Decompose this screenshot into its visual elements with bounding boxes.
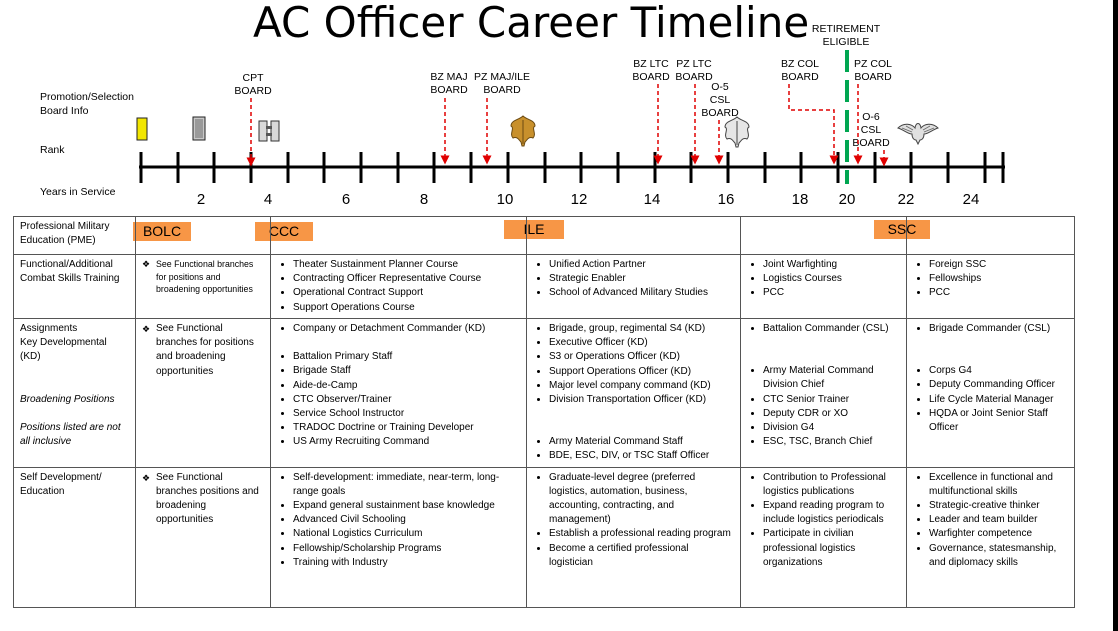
year-label: 12 — [570, 191, 588, 208]
list-item: • Logistics Courses — [763, 272, 900, 286]
pme-box-ccc: CCC — [255, 222, 313, 241]
broadening-positions-label: Broadening Positions — [20, 393, 115, 405]
list-item: • Division Transportation Officer (KD) — [549, 393, 734, 407]
list-item: • Contribution to Professional logistics publications — [763, 471, 900, 499]
o6-csl-board-label: BOARD — [852, 137, 890, 149]
list-item: ❖ See Functional branches for positions and broadening opportunities — [156, 322, 264, 379]
list-item: • Establish a professional reading program — [549, 527, 734, 541]
row-label-functional: Functional/Additional Combat Skills Training — [14, 255, 136, 319]
assignments-label: Assignments — [20, 323, 78, 334]
list-item: • Life Cycle Material Manager — [929, 393, 1068, 407]
year-label: 8 — [419, 191, 429, 208]
list-item: • Foreign SSC — [929, 258, 1068, 272]
cpt-board-label: CPT — [242, 72, 264, 84]
bz-maj-board-label: BOARD — [430, 84, 468, 96]
pz-ltc-board-label: BOARD — [675, 71, 713, 83]
pz-col-board-label: PZ COL — [854, 58, 892, 70]
pme-box-bolc: BOLC — [133, 222, 191, 241]
list-item: • Company or Detachment Commander (KD) — [293, 322, 520, 336]
list-item: • CTC Observer/Trainer — [293, 393, 520, 407]
list-item: • PCC — [929, 286, 1068, 300]
year-label: 16 — [717, 191, 735, 208]
list-item: • Become a certified professional logistician — [549, 542, 734, 570]
o5-csl-board-label: O-5 — [711, 81, 729, 93]
list-item: • Battalion Primary Staff — [293, 350, 520, 364]
row-label-self-development: Self Development/ Education — [14, 467, 136, 607]
list-item: • National Logistics Curriculum — [293, 527, 520, 541]
year-label: 4 — [263, 191, 273, 208]
timeline-diagram — [0, 0, 1113, 216]
list-item: • Brigade Commander (CSL) — [929, 322, 1068, 336]
year-label: 24 — [962, 191, 980, 208]
list-item: • Division G4 — [763, 421, 900, 435]
list-item: • Graduate-level degree (preferred logistics, automation, business, accounting, contracting, and management) — [549, 471, 734, 528]
cpt-board-label: BOARD — [234, 85, 272, 97]
lieutenant-colonel-oak-leaf-icon — [725, 117, 749, 147]
pz-maj-board-label: PZ MAJ/ILE — [473, 71, 531, 83]
year-label: 14 — [643, 191, 661, 208]
list-item: • Advanced Civil Schooling — [293, 513, 520, 527]
year-label: 20 — [838, 191, 856, 208]
pz-maj-board-label: BOARD — [483, 84, 521, 96]
list-item: • Leader and team builder — [929, 513, 1068, 527]
bz-maj-board-label: BZ MAJ — [430, 71, 468, 83]
o5-csl-board-label: CSL — [709, 94, 731, 106]
year-label: 22 — [897, 191, 915, 208]
list-item: • HQDA or Joint Senior Staff Officer — [929, 407, 1068, 435]
rank-label: Rank — [40, 144, 65, 156]
list-item: • Corps G4 — [929, 364, 1068, 378]
bz-col-board-label: BZ COL — [781, 58, 819, 70]
list-item: • Expand reading program to include logistics periodicals — [763, 499, 900, 527]
list-item: • Major level company command (KD) — [549, 379, 734, 393]
list-item: • Expand general sustainment base knowledge — [293, 499, 520, 513]
list-item: • Army Material Command Staff — [549, 435, 734, 449]
year-label: 10 — [496, 191, 514, 208]
bz-col-board-label: BOARD — [781, 71, 819, 83]
year-label: 6 — [341, 191, 351, 208]
years-label: Years in Service — [40, 186, 116, 198]
retirement-eligible-label: ELIGIBLE — [822, 36, 870, 48]
list-item: • Executive Officer (KD) — [549, 336, 734, 350]
list-item: • Contracting Officer Representative Course — [293, 272, 520, 286]
list-item: • Theater Sustainment Planner Course — [293, 258, 520, 272]
captain-bars-icon — [259, 121, 279, 141]
list-item: • S3 or Operations Officer (KD) — [549, 350, 734, 364]
pme-box-ssc: SSC — [874, 220, 930, 239]
board-arrows — [251, 84, 884, 162]
list-item: • TRADOC Doctrine or Training Developer — [293, 421, 520, 435]
career-development-table — [13, 216, 1075, 608]
list-item: ❖ See Functional branches positions and broadening opportunities — [156, 471, 264, 528]
list-item: • CTC Senior Trainer — [763, 393, 900, 407]
pz-ltc-board-label: PZ LTC — [676, 58, 712, 70]
row-label-assignments — [14, 319, 136, 468]
retirement-eligible-label: RETIREMENT — [811, 23, 881, 35]
table-row-assignments — [14, 319, 1075, 468]
promotion-label-line1: Promotion/Selection — [40, 91, 134, 103]
table-row-self-development — [14, 467, 1075, 607]
list-item: • Operational Contract Support — [293, 286, 520, 300]
key-developmental-label: Key Developmental (KD) — [20, 337, 107, 363]
year-label: 18 — [791, 191, 809, 208]
colonel-eagle-icon — [898, 124, 938, 145]
list-item: • Brigade Staff — [293, 364, 520, 378]
list-item: • Strategic Enabler — [549, 272, 734, 286]
table-row-functional — [14, 255, 1075, 319]
list-item: • PCC — [763, 286, 900, 300]
second-lieutenant-bar-icon — [137, 118, 147, 140]
year-label: 2 — [196, 191, 206, 208]
row-label-pme: Professional Military Education (PME) — [14, 217, 136, 255]
list-item: • BDE, ESC, DIV, or TSC Staff Officer — [549, 449, 734, 463]
list-item: • Battalion Commander (CSL) — [763, 322, 900, 336]
list-item: • Service School Instructor — [293, 407, 520, 421]
list-item: • Strategic-creative thinker — [929, 499, 1068, 513]
list-item: • Deputy CDR or XO — [763, 407, 900, 421]
first-lieutenant-bar-icon — [193, 117, 205, 140]
list-item: • Excellence in functional and multifunctional skills — [929, 471, 1068, 499]
list-item: • US Army Recruiting Command — [293, 435, 520, 449]
bz-ltc-board-label: BOARD — [632, 71, 670, 83]
bz-ltc-board-label: BZ LTC — [633, 58, 669, 70]
list-item: • Joint Warfighting — [763, 258, 900, 272]
pz-col-board-label: BOARD — [854, 71, 892, 83]
page-title: AC Officer Career Timeline — [253, 0, 810, 47]
list-item: • School of Advanced Military Studies — [549, 286, 734, 300]
o5-csl-board-label: BOARD — [701, 107, 739, 119]
list-item: • Support Operations Officer (KD) — [549, 365, 734, 379]
list-item: • Participate in civilian professional logistics organizations — [763, 527, 900, 570]
promotion-label-line2: Board Info — [40, 105, 89, 117]
list-item: • Aide-de-Camp — [293, 379, 520, 393]
list-item: • Training with Industry — [293, 556, 520, 570]
table-row-pme — [14, 217, 1075, 255]
major-oak-leaf-icon — [511, 116, 535, 146]
list-item: • Self-development: immediate, near-term, long-range goals — [293, 471, 520, 499]
list-item: • Army Material Command Division Chief — [763, 364, 900, 392]
year-labels — [197, 191, 980, 208]
list-item: • Unified Action Partner — [549, 258, 734, 272]
list-item: • Warfighter competence — [929, 527, 1068, 541]
list-item: • Governance, statesmanship, and diplomacy skills — [929, 542, 1068, 570]
pme-box-ile: ILE — [504, 220, 564, 239]
board-labels — [234, 23, 892, 149]
not-all-inclusive-note: Positions listed are not all inclusive — [20, 421, 121, 448]
list-item: • Support Operations Course — [293, 301, 520, 315]
list-item: • ESC, TSC, Branch Chief — [763, 435, 900, 449]
list-item: • Fellowships — [929, 272, 1068, 286]
o6-csl-board-label: O-6 — [862, 111, 880, 123]
list-item: • Fellowship/Scholarship Programs — [293, 542, 520, 556]
list-item: • Brigade, group, regimental S4 (KD) — [549, 322, 734, 336]
o6-csl-board-label: CSL — [860, 124, 882, 136]
list-item: ❖ See Functional branches for positions and broadening opportunities — [156, 258, 264, 296]
list-item: • Deputy Commanding Officer — [929, 378, 1068, 392]
